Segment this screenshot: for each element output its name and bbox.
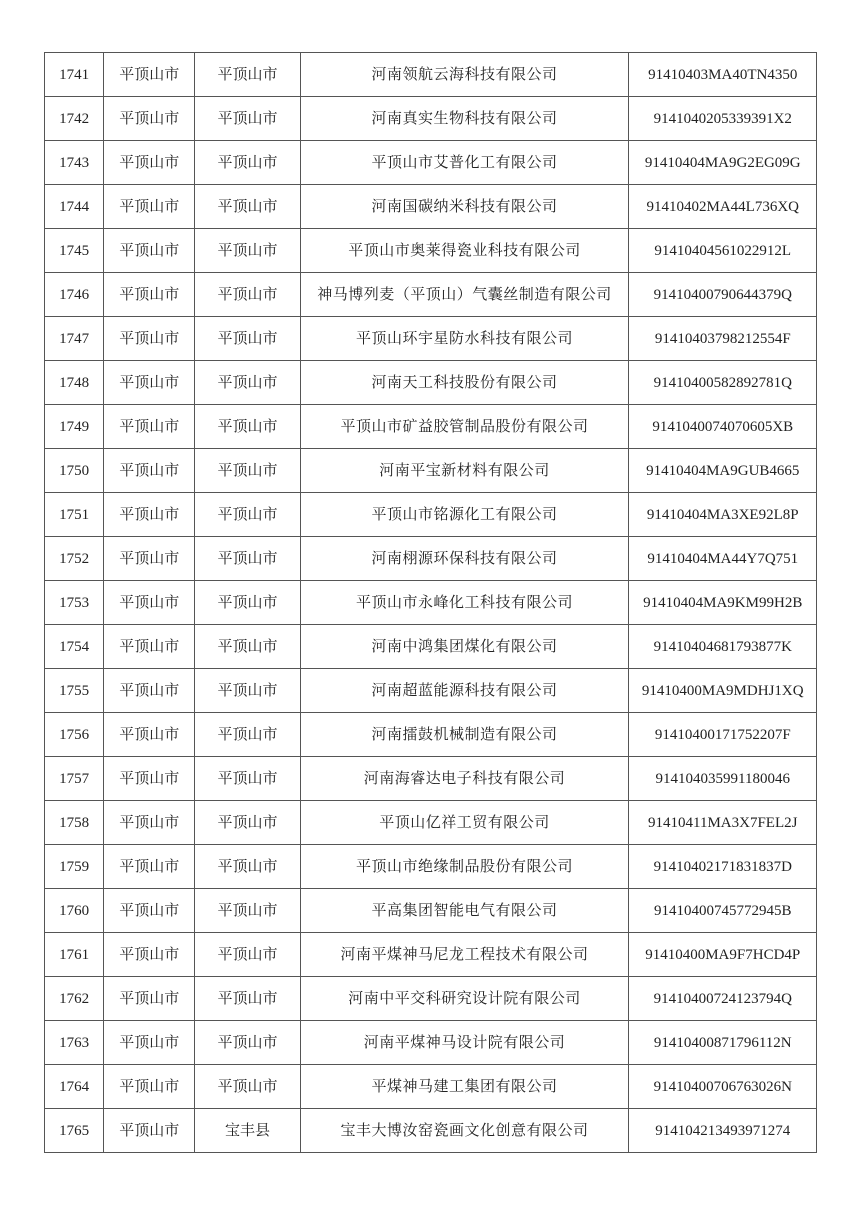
city-cell: 平顶山市 [104,581,195,625]
company-name-cell: 河南海睿达电子科技有限公司 [300,757,629,801]
county-cell: 平顶山市 [195,889,300,933]
city-cell: 平顶山市 [104,889,195,933]
credit-code-cell: 91410400MA9MDHJ1XQ [629,669,817,713]
county-cell: 平顶山市 [195,1065,300,1109]
credit-code-cell: 9141040205339391X2 [629,97,817,141]
row-index-cell: 1763 [45,1021,104,1065]
city-cell: 平顶山市 [104,933,195,977]
city-cell: 平顶山市 [104,1065,195,1109]
county-cell: 平顶山市 [195,53,300,97]
credit-code-cell: 91410403MA40TN4350 [629,53,817,97]
company-name-cell: 宝丰大博汝窑瓷画文化创意有限公司 [300,1109,629,1153]
company-name-cell: 河南擂鼓机械制造有限公司 [300,713,629,757]
credit-code-cell: 91410404MA3XE92L8P [629,493,817,537]
company-name-cell: 平煤神马建工集团有限公司 [300,1065,629,1109]
city-cell: 平顶山市 [104,977,195,1021]
table-row [45,273,817,317]
table-row [45,757,817,801]
table-row [45,1109,817,1153]
city-cell: 平顶山市 [104,801,195,845]
city-cell: 平顶山市 [104,361,195,405]
credit-code-cell: 91410400790644379Q [629,273,817,317]
county-cell: 宝丰县 [195,1109,300,1153]
table-row [45,537,817,581]
company-name-cell: 平顶山亿祥工贸有限公司 [300,801,629,845]
credit-code-cell: 91410400171752207F [629,713,817,757]
city-cell: 平顶山市 [104,141,195,185]
county-cell: 平顶山市 [195,405,300,449]
company-name-cell: 平顶山环宇星防水科技有限公司 [300,317,629,361]
table-row [45,405,817,449]
table-row [45,801,817,845]
county-cell: 平顶山市 [195,229,300,273]
city-cell: 平顶山市 [104,273,195,317]
table-row [45,889,817,933]
county-cell: 平顶山市 [195,625,300,669]
company-name-cell: 平高集团智能电气有限公司 [300,889,629,933]
row-index-cell: 1746 [45,273,104,317]
table-row [45,229,817,273]
row-index-cell: 1752 [45,537,104,581]
table-row [45,141,817,185]
city-cell: 平顶山市 [104,229,195,273]
credit-code-cell: 91410400582892781Q [629,361,817,405]
credit-code-cell: 91410404681793877K [629,625,817,669]
credit-code-cell: 91410404MA44Y7Q751 [629,537,817,581]
table-row [45,317,817,361]
table-row [45,361,817,405]
table-row [45,493,817,537]
row-index-cell: 1751 [45,493,104,537]
county-cell: 平顶山市 [195,581,300,625]
table-row [45,1065,817,1109]
credit-code-cell: 9141040074070605XB [629,405,817,449]
credit-code-cell: 91410402MA44L736XQ [629,185,817,229]
row-index-cell: 1758 [45,801,104,845]
company-name-cell: 河南栩源环保科技有限公司 [300,537,629,581]
company-name-cell: 河南超蓝能源科技有限公司 [300,669,629,713]
city-cell: 平顶山市 [104,317,195,361]
county-cell: 平顶山市 [195,933,300,977]
row-index-cell: 1757 [45,757,104,801]
table-row [45,669,817,713]
county-cell: 平顶山市 [195,713,300,757]
credit-code-cell: 91410400871796112N [629,1021,817,1065]
row-index-cell: 1760 [45,889,104,933]
company-name-cell: 河南平煤神马设计院有限公司 [300,1021,629,1065]
row-index-cell: 1747 [45,317,104,361]
city-cell: 平顶山市 [104,757,195,801]
county-cell: 平顶山市 [195,977,300,1021]
company-name-cell: 平顶山市永峰化工科技有限公司 [300,581,629,625]
table-row [45,97,817,141]
company-name-cell: 河南领航云海科技有限公司 [300,53,629,97]
company-name-cell: 神马博列麦（平顶山）气囊丝制造有限公司 [300,273,629,317]
credit-code-cell: 91410400745772945B [629,889,817,933]
county-cell: 平顶山市 [195,1021,300,1065]
company-name-cell: 平顶山市铭源化工有限公司 [300,493,629,537]
county-cell: 平顶山市 [195,669,300,713]
city-cell: 平顶山市 [104,669,195,713]
county-cell: 平顶山市 [195,537,300,581]
row-index-cell: 1753 [45,581,104,625]
credit-code-cell: 91410404MA9GUB4665 [629,449,817,493]
company-name-cell: 河南国碳纳米科技有限公司 [300,185,629,229]
row-index-cell: 1749 [45,405,104,449]
city-cell: 平顶山市 [104,1109,195,1153]
city-cell: 平顶山市 [104,713,195,757]
row-index-cell: 1750 [45,449,104,493]
credit-code-cell: 91410404MA9KM99H2B [629,581,817,625]
company-list-table [44,52,817,1153]
table-row [45,977,817,1021]
city-cell: 平顶山市 [104,625,195,669]
county-cell: 平顶山市 [195,449,300,493]
table-row [45,625,817,669]
credit-code-cell: 914104035991180046 [629,757,817,801]
county-cell: 平顶山市 [195,141,300,185]
row-index-cell: 1761 [45,933,104,977]
row-index-cell: 1744 [45,185,104,229]
table-row [45,185,817,229]
city-cell: 平顶山市 [104,1021,195,1065]
county-cell: 平顶山市 [195,273,300,317]
company-name-cell: 平顶山市艾普化工有限公司 [300,141,629,185]
table-row [45,933,817,977]
company-name-cell: 河南真实生物科技有限公司 [300,97,629,141]
row-index-cell: 1742 [45,97,104,141]
credit-code-cell: 91410400MA9F7HCD4P [629,933,817,977]
row-index-cell: 1741 [45,53,104,97]
city-cell: 平顶山市 [104,405,195,449]
table-row [45,713,817,757]
row-index-cell: 1764 [45,1065,104,1109]
row-index-cell: 1743 [45,141,104,185]
county-cell: 平顶山市 [195,97,300,141]
credit-code-cell: 91410400706763026N [629,1065,817,1109]
credit-code-cell: 91410411MA3X7FEL2J [629,801,817,845]
table-body [45,53,817,1153]
company-name-cell: 平顶山市绝缘制品股份有限公司 [300,845,629,889]
city-cell: 平顶山市 [104,449,195,493]
row-index-cell: 1745 [45,229,104,273]
credit-code-cell: 91410400724123794Q [629,977,817,1021]
company-name-cell: 河南平煤神马尼龙工程技术有限公司 [300,933,629,977]
table-row [45,1021,817,1065]
row-index-cell: 1759 [45,845,104,889]
row-index-cell: 1765 [45,1109,104,1153]
county-cell: 平顶山市 [195,493,300,537]
credit-code-cell: 91410403798212554F [629,317,817,361]
company-name-cell: 河南平宝新材料有限公司 [300,449,629,493]
credit-code-cell: 91410402171831837D [629,845,817,889]
county-cell: 平顶山市 [195,361,300,405]
city-cell: 平顶山市 [104,185,195,229]
row-index-cell: 1755 [45,669,104,713]
county-cell: 平顶山市 [195,317,300,361]
company-name-cell: 平顶山市奥莱得瓷业科技有限公司 [300,229,629,273]
county-cell: 平顶山市 [195,185,300,229]
table-row [45,845,817,889]
county-cell: 平顶山市 [195,757,300,801]
county-cell: 平顶山市 [195,801,300,845]
company-name-cell: 河南中平交科研究设计院有限公司 [300,977,629,1021]
city-cell: 平顶山市 [104,493,195,537]
company-name-cell: 河南中鸿集团煤化有限公司 [300,625,629,669]
row-index-cell: 1762 [45,977,104,1021]
table-row [45,53,817,97]
credit-code-cell: 91410404561022912L [629,229,817,273]
city-cell: 平顶山市 [104,845,195,889]
credit-code-cell: 91410404MA9G2EG09G [629,141,817,185]
city-cell: 平顶山市 [104,537,195,581]
county-cell: 平顶山市 [195,845,300,889]
table-row [45,449,817,493]
row-index-cell: 1756 [45,713,104,757]
city-cell: 平顶山市 [104,53,195,97]
company-name-cell: 平顶山市矿益胶管制品股份有限公司 [300,405,629,449]
table-row [45,581,817,625]
credit-code-cell: 914104213493971274 [629,1109,817,1153]
row-index-cell: 1748 [45,361,104,405]
city-cell: 平顶山市 [104,97,195,141]
row-index-cell: 1754 [45,625,104,669]
company-name-cell: 河南天工科技股份有限公司 [300,361,629,405]
